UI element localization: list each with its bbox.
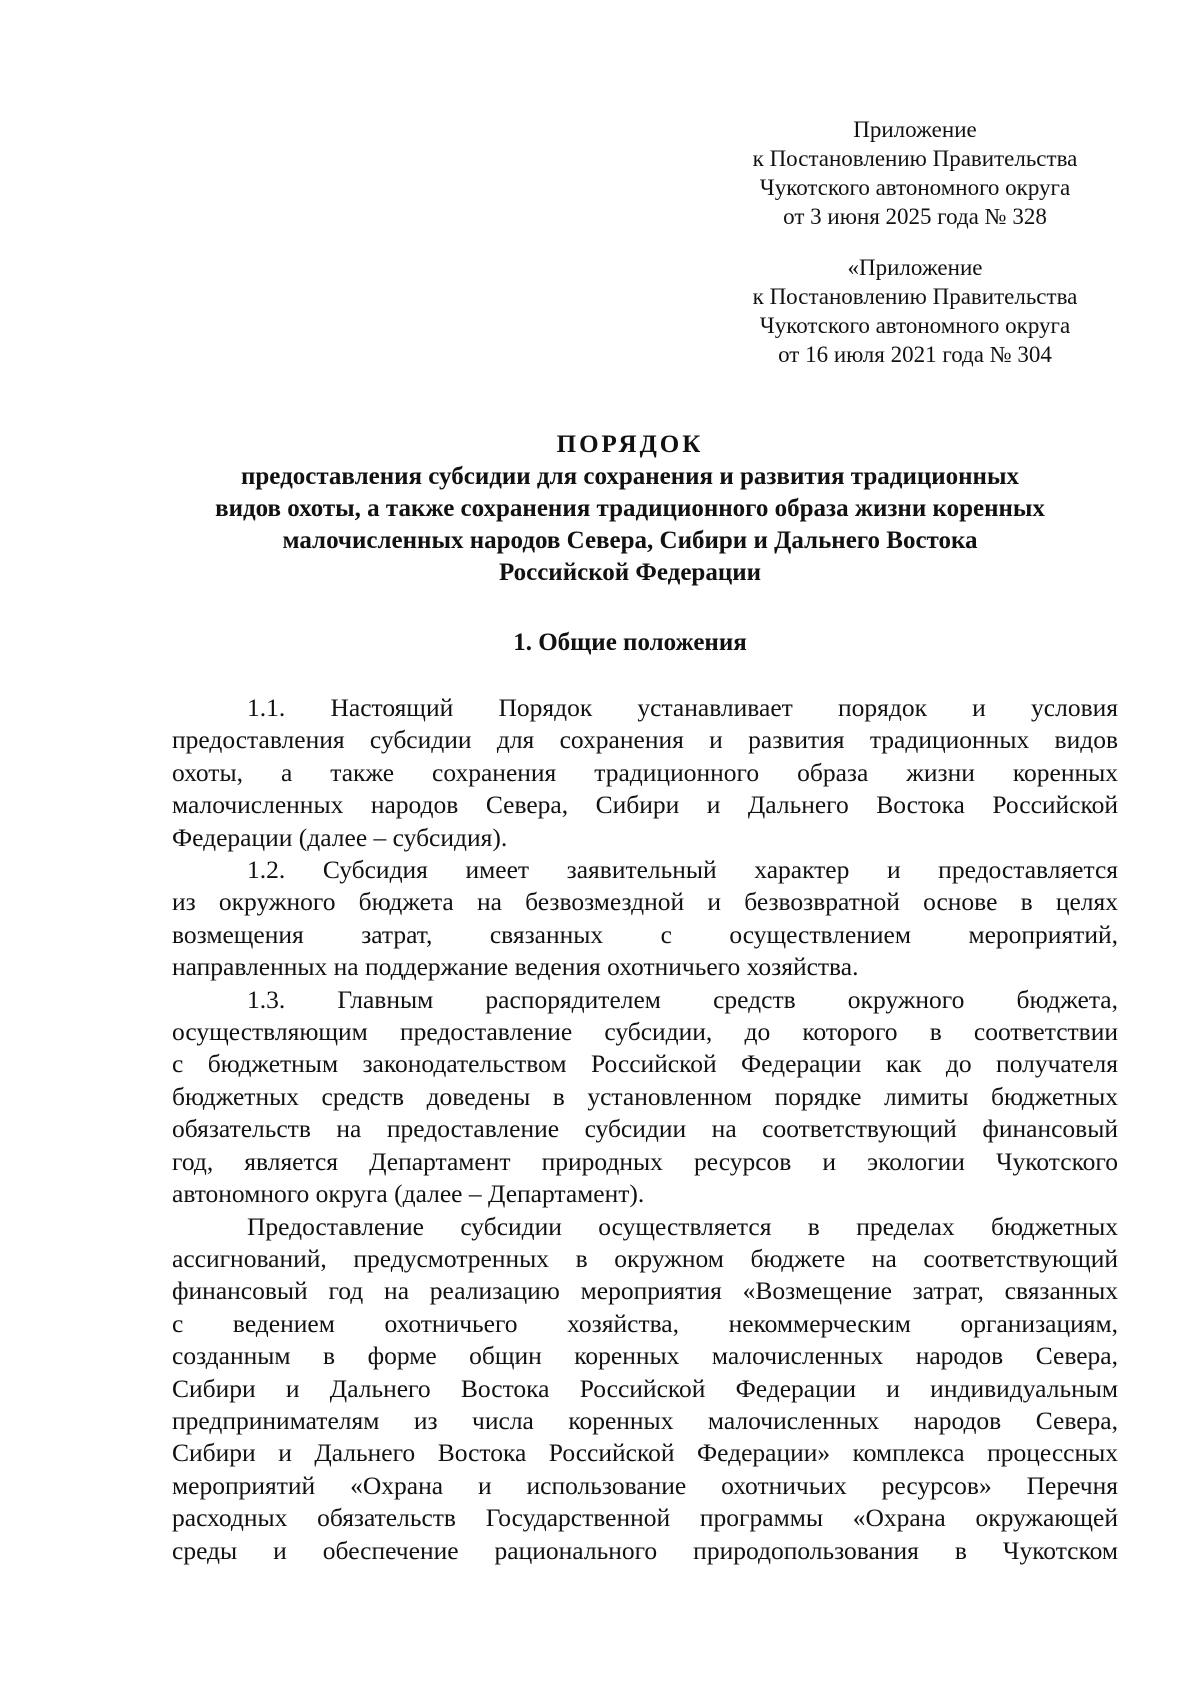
appendix-current-line-1: Приложение — [853, 117, 977, 142]
paragraph-line: финансовый год на реализацию мероприятия «Возмещение затрат, связанных — [172, 1276, 1118, 1306]
paragraph-line: осуществляющим предоставление субсидии, до которого в соответствии — [172, 1017, 1118, 1047]
paragraph-line: малочисленных народов Севера, Сибири и Дальнего Востока Российской — [172, 790, 1118, 820]
subtitle-line-3: малочисленных народов Севера, Сибири и Дальнего Востока — [282, 527, 978, 554]
paragraph-line: ассигнований, предусмотренных в окружном бюджете на соответствующий — [172, 1243, 1118, 1273]
paragraph-line: обязательств на предоставление субсидии на соответствующий финансовый — [172, 1114, 1118, 1144]
subtitle-line-4: Российской Федерации — [498, 559, 762, 586]
appendix-header-original — [705, 253, 1125, 369]
paragraph-p1-1 — [172, 692, 1118, 854]
appendix-current-line-3: Чукотского автономного округа — [759, 175, 1071, 200]
paragraph-line: 1.2. Субсидия имеет заявительный характер и предоставляется — [247, 855, 1118, 885]
appendix-original-line-4: от 16 июля 2021 года № 304 — [778, 342, 1052, 367]
paragraph-line: Предоставление субсидии осуществляется в пределах бюджетных — [247, 1211, 1118, 1241]
paragraph-line: Федерации (далее – субсидия). — [172, 822, 508, 852]
paragraph-line: бюджетных средств доведены в установленном порядке лимиты бюджетных — [172, 1081, 1118, 1111]
subtitle-line-1: предоставления субсидии для сохранения и развития традиционных — [241, 463, 1019, 490]
paragraph-line: с ведением охотничьего хозяйства, некоммерческим организациям, — [172, 1308, 1118, 1338]
appendix-header-current — [705, 115, 1125, 231]
appendix-original-line-2: к Постановлению Правительства — [752, 284, 1078, 309]
paragraph-p1-3 — [172, 984, 1118, 1211]
paragraph-line: 1.1. Настоящий Порядок устанавливает порядок и условия — [247, 693, 1118, 722]
document-subtitle — [130, 461, 1130, 589]
document-title: ПОРЯДОК — [556, 431, 704, 458]
paragraph-line: среды и обеспечение рационального природопользования в Чукотском — [172, 1535, 1118, 1565]
paragraph-line: возмещения затрат, связанных с осуществлением мероприятий, — [172, 919, 1118, 949]
appendix-current-line-2: к Постановлению Правительства — [752, 146, 1078, 171]
paragraph-line: из окружного бюджета на безвозмездной и безвозвратной основе в целях — [172, 887, 1118, 917]
paragraph-line: мероприятий «Охрана и использование охотничьих ресурсов» Перечня — [172, 1470, 1118, 1500]
paragraph-line: расходных обязательств Государственной программы «Охрана окружающей — [172, 1503, 1118, 1533]
appendix-current-line-4: от 3 июня 2025 года № 328 — [783, 204, 1047, 229]
document-body — [172, 692, 1118, 1567]
paragraph-p1-3-cont — [172, 1211, 1118, 1567]
paragraph-line: автономного округа (далее – Департамент). — [172, 1179, 645, 1209]
document-title-block — [130, 428, 1130, 589]
paragraph-line: предоставления субсидии для сохранения и развития традиционных видов — [172, 725, 1118, 755]
section-heading: 1. Общие положения — [513, 629, 747, 656]
subtitle-line-2: видов охоты, а также сохранения традиционного образа жизни коренных — [215, 495, 1045, 522]
paragraph-p1-2 — [172, 854, 1118, 984]
paragraph-line: охоты, а также сохранения традиционного образа жизни коренных — [172, 757, 1118, 787]
paragraph-line: Сибири и Дальнего Востока Российской Федерации» комплекса процессных — [172, 1438, 1118, 1468]
paragraph-line: предпринимателям из числа коренных малочисленных народов Севера, — [172, 1405, 1118, 1435]
paragraph-line: год, является Департамент природных ресурсов и экологии Чукотского — [172, 1146, 1118, 1176]
paragraph-line: созданным в форме общин коренных малочисленных народов Севера, — [172, 1341, 1118, 1371]
appendix-original-line-3: Чукотского автономного округа — [759, 313, 1071, 338]
paragraph-line: с бюджетным законодательством Российской Федерации как до получателя — [172, 1049, 1118, 1079]
paragraph-line: 1.3. Главным распорядителем средств окружного бюджета, — [247, 984, 1118, 1014]
paragraph-line: направленных на поддержание ведения охотничьего хозяйства. — [172, 952, 859, 982]
paragraph-line: Сибири и Дальнего Востока Российской Федерации и индивидуальным — [172, 1373, 1118, 1403]
appendix-original-line-1: «Приложение — [847, 255, 983, 280]
